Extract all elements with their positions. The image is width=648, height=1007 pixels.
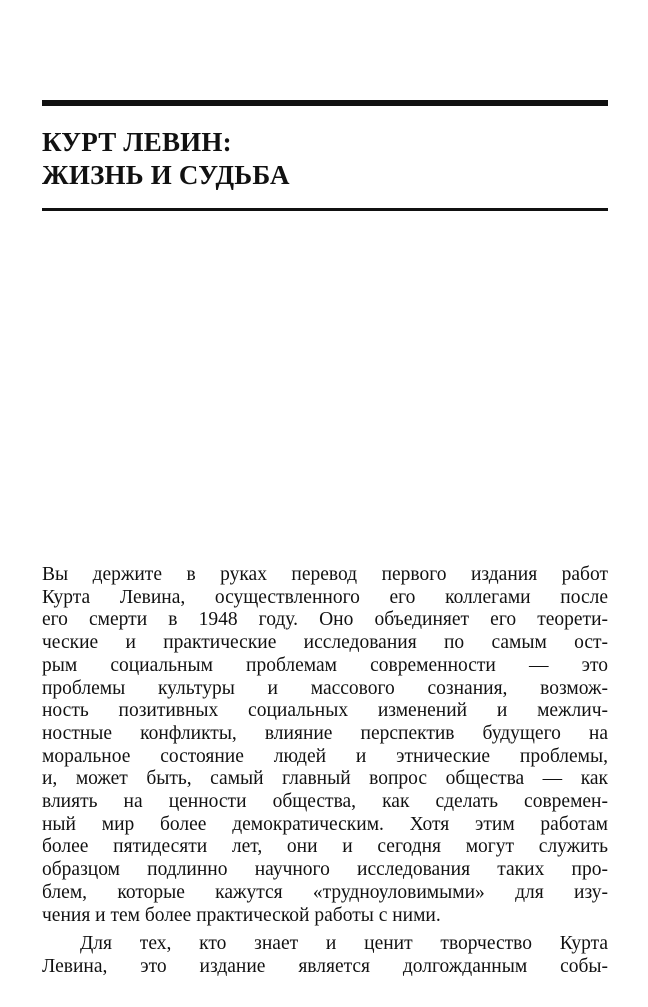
paragraph-2 (42, 933, 608, 978)
text-line: ный мир более демократическим. Хотя этим работам (42, 813, 608, 835)
text-line: Вы держите в руках перевод первого издания работ (42, 564, 608, 585)
text-line: ностные конфликты, влияние перспектив будущего на (42, 722, 608, 744)
text-line: его смерти в 1948 году. Оно объединяет его теорети- (42, 609, 608, 631)
text-line: рым социальным проблемам современности — это (42, 654, 608, 676)
text-line: блем, которые кажутся «трудноуловимыми» для изу- (42, 881, 608, 903)
text-line: проблемы культуры и массового сознания, возмож- (42, 677, 608, 699)
text-line: ность позитивных социальных изменений и межлич- (42, 700, 608, 722)
top-rule (42, 100, 608, 106)
paragraph-1 (42, 564, 608, 927)
chapter-title (42, 126, 608, 192)
text-line: более пятидесяти лет, они и сегодня могут служить (42, 836, 608, 858)
text-line: ческие и практические исследования по самым ост- (42, 632, 608, 654)
body-text (42, 564, 608, 979)
text-line: влиять на ценности общества, как сделать современ- (42, 791, 608, 813)
chapter-title-line-2: ЖИЗНЬ И СУДЬБА (42, 160, 290, 190)
bottom-rule (42, 208, 608, 211)
text-line: Курта Левина, осуществленного его коллегами после (42, 586, 608, 608)
chapter-title-line-1: КУРТ ЛЕВИН: (42, 127, 232, 157)
text-line: и, может быть, самый главный вопрос общества — как (42, 768, 608, 790)
text-line: образцом подлинно научного исследования таких про- (42, 859, 608, 881)
text-line: чения и тем более практической работы с ними. (42, 904, 441, 926)
text-line: моральное состояние людей и этнические проблемы, (42, 745, 608, 767)
text-line: Для тех, кто знает и ценит творчество Курта (80, 933, 608, 955)
text-line: Левина, это издание является долгожданным собы- (42, 955, 608, 977)
